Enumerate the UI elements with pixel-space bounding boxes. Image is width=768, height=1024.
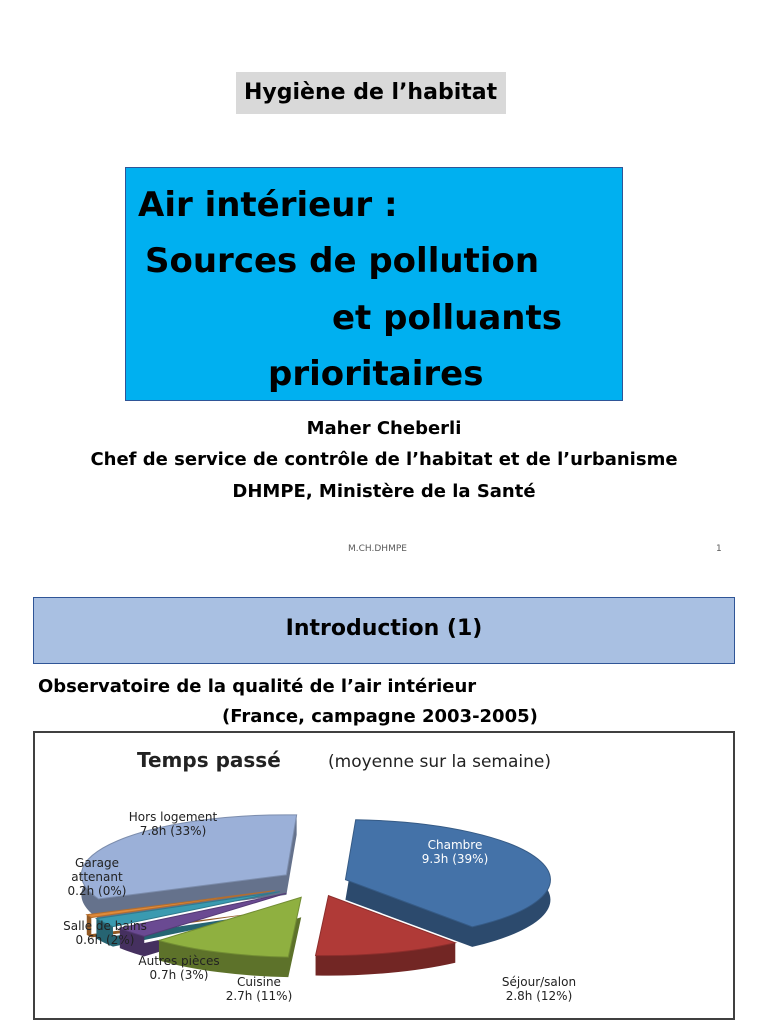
chart-title: Temps passé — [137, 748, 281, 772]
page-number: 1 — [716, 544, 722, 554]
pie-chart — [33, 731, 735, 1020]
title-box — [125, 167, 623, 401]
footer-text: M.CH.DHMPE — [348, 544, 407, 554]
slice-value-label: 9.3h (39%) — [421, 852, 489, 866]
slice-label: Salle de bains — [63, 919, 147, 933]
chart-svg — [35, 733, 733, 1018]
slice-value-label: 0.6h (2%) — [75, 933, 135, 947]
slice-value-label: 0.7h (3%) — [149, 968, 209, 982]
title-line-3: et polluants — [332, 298, 562, 338]
author-org: DHMPE, Ministère de la Santé — [232, 481, 536, 502]
slide-heading: Introduction (1) — [33, 597, 735, 664]
author-name: Maher Cheberli — [306, 418, 462, 439]
section-tag: Hygiène de l’habitat — [236, 72, 506, 114]
slice-label: Séjour/salon — [501, 975, 577, 989]
title-line-1: Air intérieur : — [138, 185, 398, 225]
subtitle-line-2: (France, campagne 2003-2005) — [222, 706, 538, 727]
slice-label: Cuisine — [237, 975, 281, 989]
title-line-4: prioritaires — [268, 354, 484, 394]
slice-value-label: 2.7h (11%) — [225, 989, 293, 1003]
slice-value-label: 0.2h (0%) — [67, 884, 127, 898]
subtitle-line-1: Observatoire de la qualité de l’air intérieur — [38, 676, 477, 697]
slice-value-label: 7.8h (33%) — [139, 824, 207, 838]
slice-label: Autres pièces — [138, 954, 220, 968]
slice-label: attenant — [71, 870, 123, 884]
slice-label: Hors logement — [128, 810, 218, 824]
author-role: Chef de service de contrôle de l’habitat et de l’urbanisme — [90, 449, 678, 470]
slice-value-label: 2.8h (12%) — [505, 989, 573, 1003]
chart-subtitle: (moyenne sur la semaine) — [328, 752, 551, 772]
title-line-2: Sources de pollution — [145, 241, 540, 281]
slice-label: Chambre — [427, 838, 483, 852]
slice-label: Garage — [75, 856, 119, 870]
